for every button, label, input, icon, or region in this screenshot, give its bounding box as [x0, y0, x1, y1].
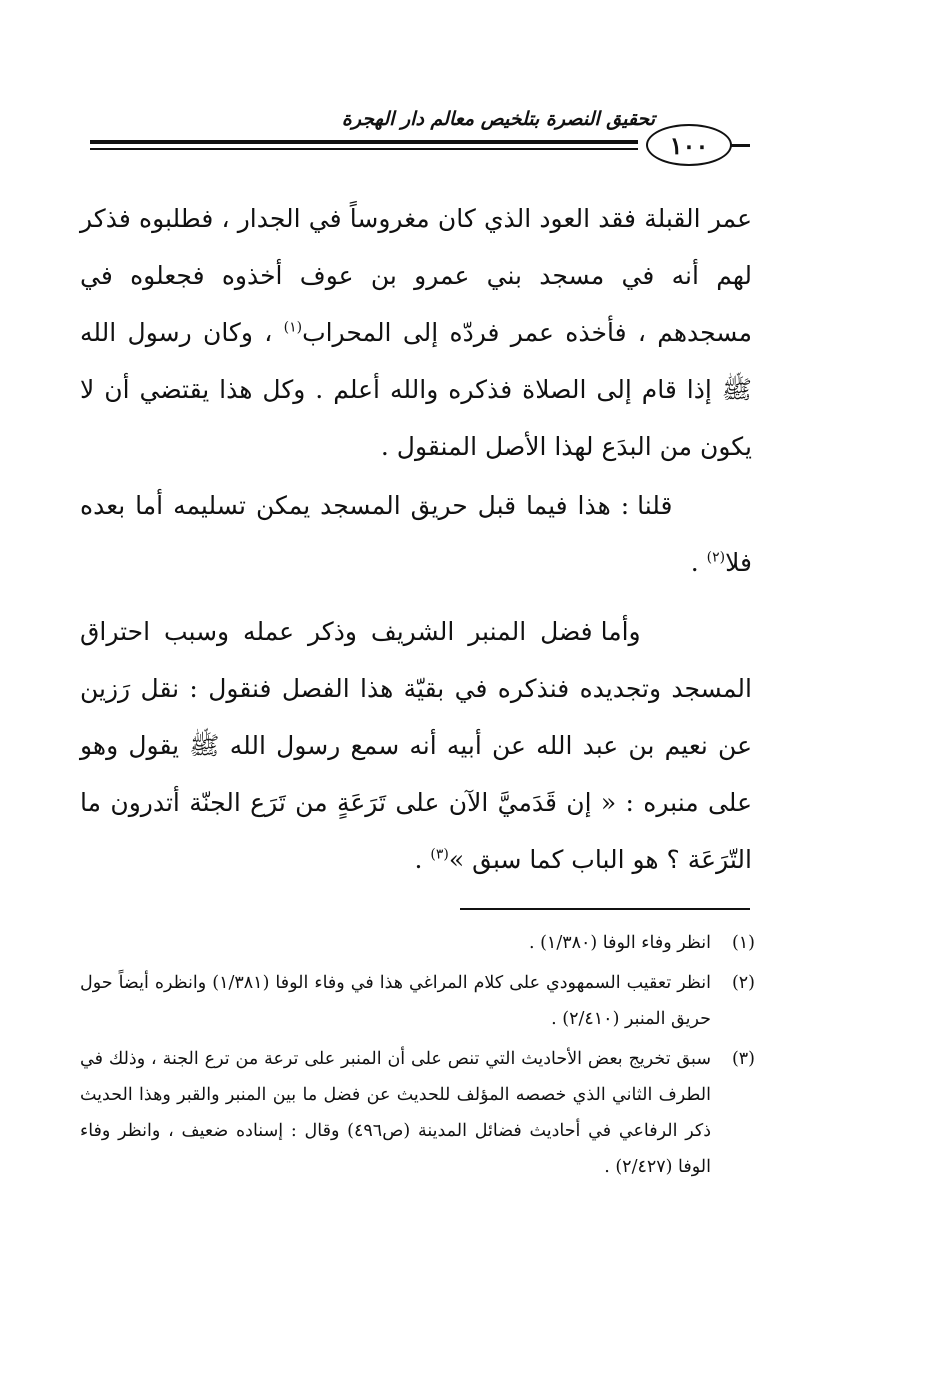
footnote-ref-2: (٢): [706, 549, 726, 566]
footnote-separator: [460, 908, 750, 910]
footnote-number: (١): [731, 933, 755, 953]
page-header: [90, 100, 750, 170]
footnotes: [80, 925, 755, 1189]
header-rule-tail: [730, 144, 750, 147]
footnote-ref-1: (١): [283, 319, 303, 336]
footnote-number: (٣): [731, 1049, 755, 1069]
header-rule-thin: [90, 148, 638, 150]
footnote-number: (٢): [731, 973, 755, 993]
footnote-text: انظر وفاء الوفا (١/٣٨٠) .: [528, 933, 711, 953]
footnote-text: سبق تخريج بعض الأحاديث التي تنص على أن المنبر على ترعة من ترع الجنة ، وذلك في الطرف الثاني الذي خصصه المؤلف للحديث عن فضل ما بين المنبر والقبر وهذا الحديث ذكر الرفاعي في أحاديث فضائل المدينة (ص٤٩٦) وقال : إسناده ضعيف ، وانظر وفاء الوفا (٢/٤٢٧) .: [80, 1049, 711, 1177]
header-rule-thick: [90, 140, 638, 144]
footnote-2: [80, 965, 755, 1037]
paragraph-3: وأما فضل المنبر الشريف وذكر عمله وسبب احتراق المسجد وتجديده فنذكره في بقيّة هذا الفصل فنقول : نقل رَزين عن نعيم بن عبد الله عن أبيه أنه سمع رسول الله ﷺ يقول وهو على منبره : « إن قَدَميَّ الآن على تَرَعَةٍ من تَرَع الجنّة أتدرون ما التّرَعَة ؟ هو الباب كما سبق »$^{(٣)}$ .: [80, 617, 753, 874]
footnote-text: انظر تعقيب السمهودي على كلام المراغي هذا في وفاء الوفا (١/٣٨١) وانظره أيضاً حول حريق المنبر (٢/٤١٠) .: [80, 973, 711, 1029]
footnote-ref-3: (٣): [430, 846, 449, 863]
running-title: تحقيق النصرة بتلخيص معالم دار الهجرة: [341, 108, 655, 130]
footnote-1: [80, 925, 755, 961]
main-text: [80, 190, 752, 888]
paragraph-1: عمر القبلة فقد العود الذي كان مغروساً في الجدار ، فطلبوه فذكر لهم أنه في مسجد بني عمرو بن عوف أخذوه فجعلوه في مسجدهم ، فأخذه عمر فردّه إلى المحراب$^{(١)}$ ، وكان رسول الله ﷺ إذا قام إلى الصلاة فذكره والله أعلم . وكل هذا يقتضي أن لا يكون من البدَع لهذا الأصل المنقول .: [80, 204, 752, 461]
paragraph-2: قلنا : هذا فيما قبل حريق المسجد يمكن تسليمه أما بعده فلا$^{(٢)}$ .: [80, 491, 752, 577]
page-number: ١٠٠: [646, 124, 732, 166]
footnote-3: [80, 1041, 755, 1185]
